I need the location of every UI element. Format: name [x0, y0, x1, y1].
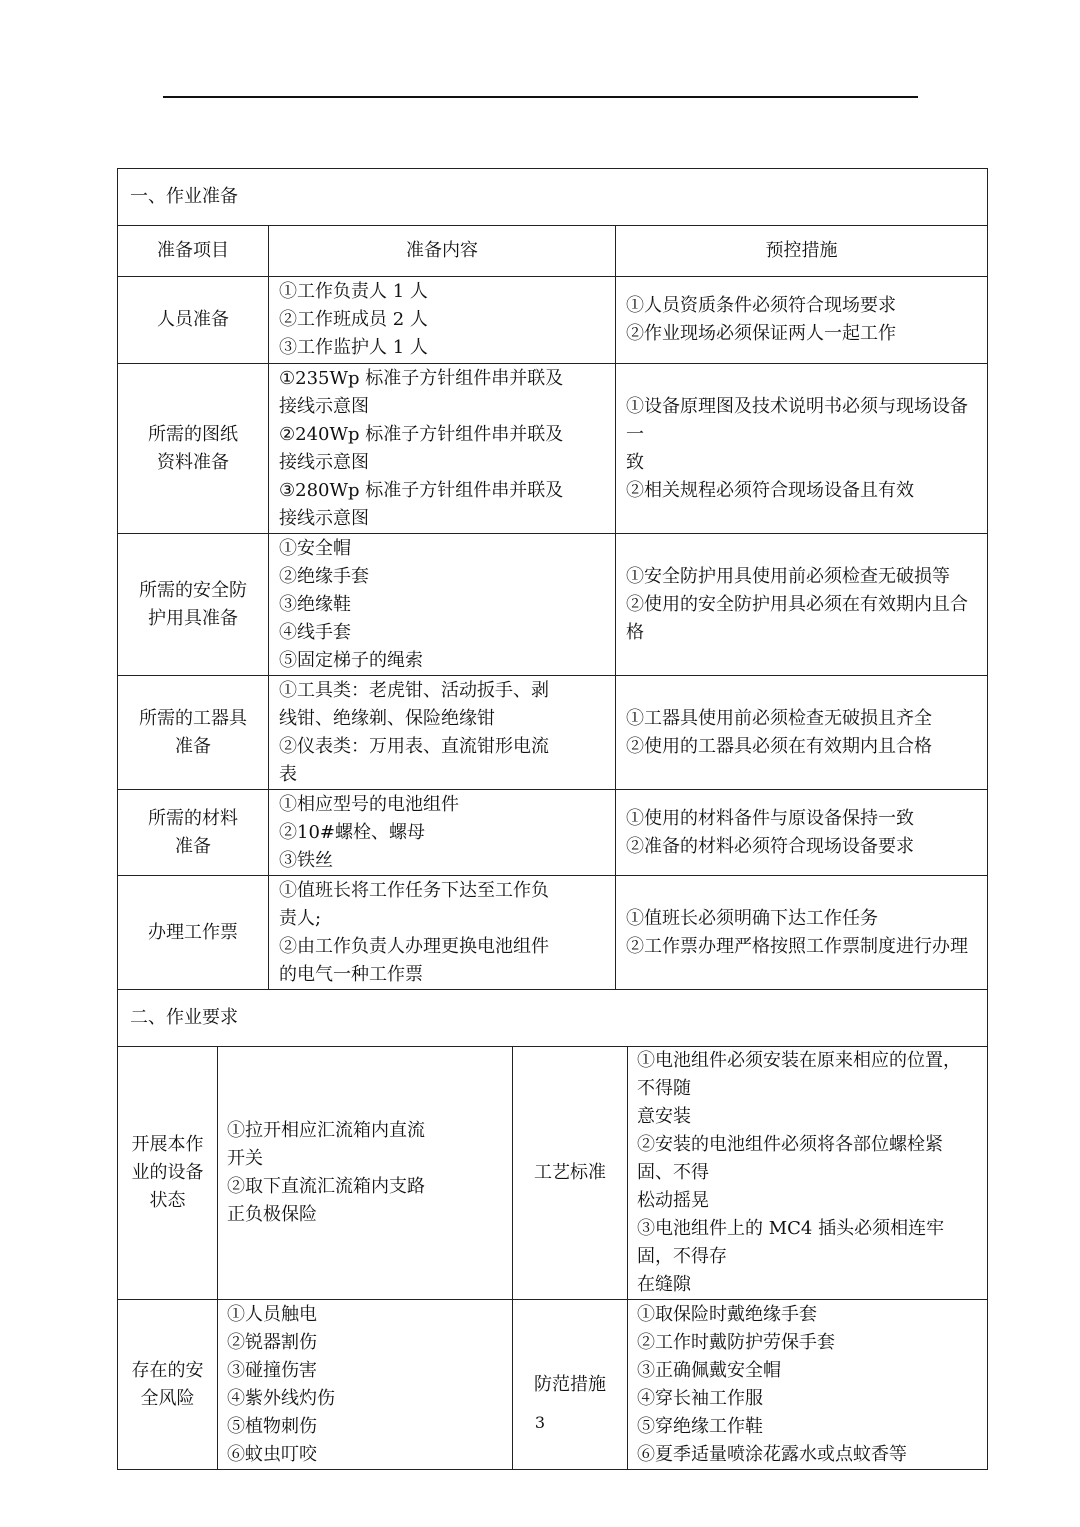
control-measures-cell — [616, 534, 988, 676]
requirement-label2-cell: 防范措施 — [513, 1300, 628, 1470]
section1-header-row — [118, 226, 988, 277]
prep-content-line: ①相应型号的电池组件 — [279, 793, 459, 815]
requirement-content-cell — [218, 1300, 513, 1470]
prep-item-line: 办理工作票 — [148, 921, 238, 943]
requirement-details-cell — [628, 1300, 988, 1470]
requirement-label2-cell: 工艺标准 — [513, 1047, 628, 1300]
measure-line: ②工作票办理严格按照工作票制度进行办理 — [626, 935, 968, 957]
table-row — [118, 676, 988, 790]
section1-title-row — [118, 169, 988, 226]
table-row — [118, 1300, 988, 1470]
section2-title: 二、作业要求 — [118, 990, 988, 1047]
requirement-content-line: ①人员触电 — [227, 1303, 317, 1325]
prep-content-line: ①工具类：老虎钳、活动扳手、剥 — [279, 679, 549, 701]
requirement-detail-line: ②安装的电池组件必须将各部位螺栓紧固、不得 — [637, 1134, 943, 1183]
requirement-detail-line: ⑥夏季适量喷涂花露水或点蚊香等 — [637, 1443, 907, 1465]
requirement-content-line: ④紫外线灼伤 — [227, 1387, 335, 1409]
prep-content-line: 接线示意图 — [279, 451, 369, 473]
control-measures-cell — [616, 277, 988, 364]
requirement-details-cell — [628, 1047, 988, 1300]
prep-content-line: ③工作监护人 1 人 — [279, 337, 428, 358]
prep-content-line: ①值班长将工作任务下达至工作负 — [279, 879, 549, 901]
header-prep-item: 准备项目 — [118, 226, 269, 277]
table-row — [118, 790, 988, 876]
prep-item-cell — [118, 364, 269, 534]
requirement-label-line: 开展本作 — [131, 1134, 204, 1155]
prep-item-cell — [118, 676, 269, 790]
table-row — [118, 876, 988, 990]
prep-content-line: 责人; — [279, 907, 322, 929]
requirement-detail-line: ①取保险时戴绝缘手套 — [637, 1303, 817, 1325]
page-number: 3 — [534, 1413, 546, 1432]
measure-line: ①安全防护用具使用前必须检查无破损等 — [626, 565, 950, 587]
table-row — [118, 364, 988, 534]
requirement-detail-line: ③正确佩戴安全帽 — [637, 1359, 781, 1381]
requirement-content-line: 正负极保险 — [227, 1204, 317, 1225]
prep-item-cell — [118, 790, 269, 876]
prep-content-line: ③绝缘鞋 — [279, 593, 351, 615]
prep-content-line: 表 — [279, 763, 297, 785]
requirement-content-line: ①拉开相应汇流箱内直流 — [227, 1120, 425, 1141]
control-measures-cell — [616, 676, 988, 790]
prep-content-line: ②10#螺栓、螺母 — [279, 821, 425, 843]
prep-content-line: 线钳、绝缘剃、保险绝缘钳 — [279, 707, 495, 729]
prep-item-line: 所需的工器具 — [139, 707, 247, 729]
prep-item-line: 所需的图纸 — [148, 423, 238, 445]
prep-content-line: ③铁丝 — [279, 849, 333, 871]
requirement-content-line: ⑤植物刺伤 — [227, 1415, 317, 1437]
measure-line: ①设备原理图及技术说明书必须与现场设备一 — [626, 395, 968, 445]
prep-content-line: ①工作负责人 1 人 — [279, 281, 428, 302]
header-prep-content: 准备内容 — [269, 226, 616, 277]
table-row — [118, 277, 988, 364]
control-measures-cell — [616, 790, 988, 876]
prep-content-line: 接线示意图 — [279, 395, 369, 417]
requirement-detail-line: 松动摇晃 — [637, 1190, 709, 1211]
prep-content-line: ②240Wp 标准子方针组件串并联及 — [279, 423, 564, 445]
measure-line: ②相关规程必须符合现场设备且有效 — [626, 479, 914, 501]
requirement-label-cell — [118, 1047, 218, 1300]
prep-item-cell — [118, 534, 269, 676]
requirement-content-line: ②锐器割伤 — [227, 1331, 317, 1353]
requirement-label-line: 业的设备 — [131, 1162, 204, 1183]
requirement-detail-line: 意安装 — [637, 1106, 691, 1127]
requirement-detail-line: ①电池组件必须安装在原来相应的位置，不得随 — [637, 1050, 961, 1099]
measure-line: 致 — [626, 451, 644, 473]
requirement-label-line: 存在的安 — [131, 1359, 204, 1381]
table-row — [118, 534, 988, 676]
work-preparation-table — [117, 168, 988, 1470]
prep-item-cell — [118, 876, 269, 990]
requirement-label-line: 全风险 — [140, 1387, 195, 1409]
requirement-content-line: ③碰撞伤害 — [227, 1359, 317, 1381]
prep-content-line: ②绝缘手套 — [279, 565, 369, 587]
prep-content-line: 的电气一种工作票 — [279, 963, 423, 985]
requirement-content-line: ②取下直流汇流箱内支路 — [227, 1176, 425, 1197]
prep-content-line: ④线手套 — [279, 621, 351, 643]
measure-line: ②作业现场必须保证两人一起工作 — [626, 323, 896, 344]
prep-content-cell — [269, 790, 616, 876]
control-measures-cell — [616, 876, 988, 990]
prep-content-line: ⑤固定梯子的绳索 — [279, 649, 423, 671]
requirement-label-cell — [118, 1300, 218, 1470]
requirement-content-line: ⑥蚊虫叮咬 — [227, 1443, 317, 1465]
measure-line: ②准备的材料必须符合现场设备要求 — [626, 835, 914, 857]
prep-content-line: ②工作班成员 2 人 — [279, 309, 428, 330]
prep-item-cell — [118, 277, 269, 364]
requirement-detail-line: 在缝隙 — [637, 1274, 691, 1295]
prep-content-line: ①235Wp 标准子方针组件串并联及 — [279, 367, 564, 389]
measure-line: ①值班长必须明确下达工作任务 — [626, 907, 878, 929]
prep-content-cell — [269, 676, 616, 790]
prep-item-line: 人员准备 — [157, 309, 229, 330]
section2-title-row — [118, 990, 988, 1047]
prep-content-line: ②由工作负责人办理更换电池组件 — [279, 935, 549, 957]
prep-content-line: ①安全帽 — [279, 537, 351, 559]
control-measures-cell — [616, 364, 988, 534]
prep-item-line: 所需的安全防 — [139, 579, 247, 601]
prep-content-cell — [269, 534, 616, 676]
requirement-content-line: 开关 — [227, 1148, 263, 1169]
section1-title: 一、作业准备 — [118, 169, 988, 226]
prep-item-line: 所需的材料 — [148, 807, 238, 829]
requirement-detail-line: ⑤穿绝缘工作鞋 — [637, 1415, 763, 1437]
table-row — [118, 1047, 988, 1300]
requirement-detail-line: ③电池组件上的 MC4 插头必须相连牢固，不得存 — [637, 1218, 945, 1267]
prep-content-cell — [269, 277, 616, 364]
requirement-content-cell — [218, 1047, 513, 1300]
measure-line: ②使用的工器具必须在有效期内且合格 — [626, 735, 932, 757]
prep-content-cell — [269, 364, 616, 534]
requirement-label-line: 状态 — [149, 1190, 186, 1211]
prep-item-line: 护用具准备 — [148, 607, 238, 629]
prep-content-line: ②仪表类：万用表、直流钳形电流 — [279, 735, 549, 757]
measure-line: ①使用的材料备件与原设备保持一致 — [626, 807, 914, 829]
prep-item-line: 准备 — [175, 835, 211, 857]
prep-content-cell — [269, 876, 616, 990]
header-control-measures: 预控措施 — [616, 226, 988, 277]
measure-line: ①工器具使用前必须检查无破损且齐全 — [626, 707, 932, 729]
measure-line: ①人员资质条件必须符合现场要求 — [626, 295, 896, 316]
prep-item-line: 准备 — [175, 735, 211, 757]
prep-content-line: ③280Wp 标准子方针组件串并联及 — [279, 479, 564, 501]
requirement-detail-line: ②工作时戴防护劳保手套 — [637, 1331, 835, 1353]
header-rule — [163, 96, 918, 98]
prep-content-line: 接线示意图 — [279, 507, 369, 529]
requirement-detail-line: ④穿长袖工作服 — [637, 1387, 763, 1409]
measure-line: ②使用的安全防护用具必须在有效期内且合格 — [626, 593, 968, 643]
prep-item-line: 资料准备 — [157, 451, 229, 473]
